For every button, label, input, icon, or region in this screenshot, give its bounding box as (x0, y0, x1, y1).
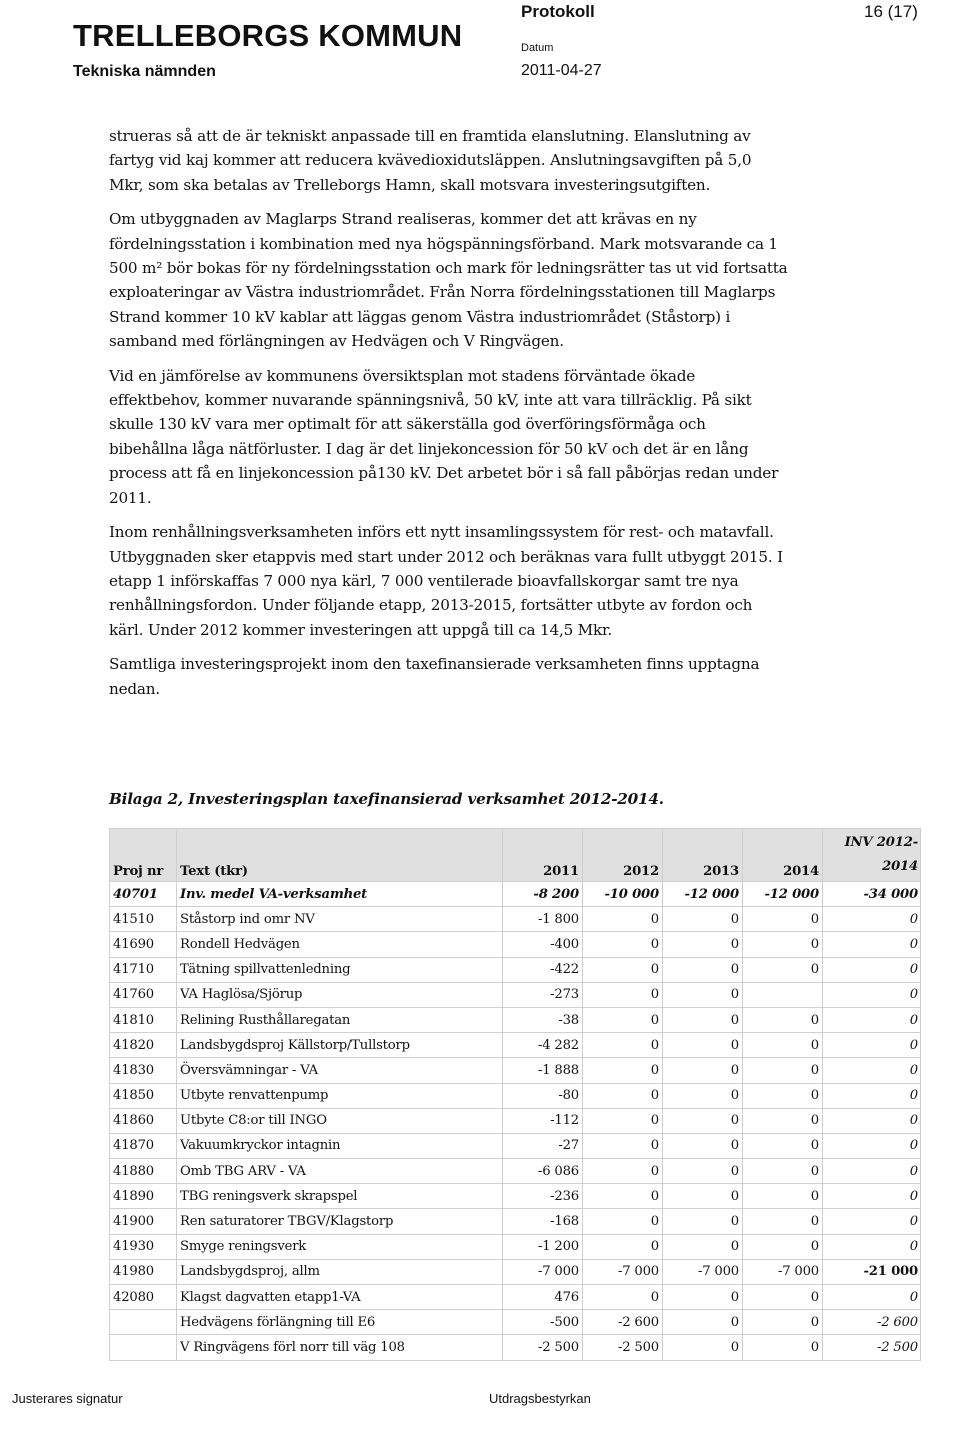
cell-proj: 41890 (110, 1184, 177, 1209)
cell-2011: -38 (503, 1007, 583, 1032)
cell-proj: 41900 (110, 1209, 177, 1234)
cell-proj (110, 1335, 177, 1360)
cell-2014: 0 (743, 1083, 823, 1108)
cell-total: 0 (823, 1133, 921, 1158)
cell-proj: 41820 (110, 1033, 177, 1058)
cell-2013: 0 (663, 1310, 743, 1335)
cell-2013: 0 (663, 1007, 743, 1032)
cell-total: 0 (823, 1159, 921, 1184)
body-text (109, 124, 789, 711)
cell-text: Smyge reningsverk (177, 1234, 503, 1259)
cell-2013: 0 (663, 982, 743, 1007)
signature-label: Justerares signatur (12, 1391, 123, 1406)
header-2014: 2014 (743, 829, 823, 882)
cell-2011: -7 000 (503, 1259, 583, 1284)
cell-text: Relining Rusthållaregatan (177, 1007, 503, 1032)
cell-proj: 42080 (110, 1285, 177, 1310)
cell-total: -2 500 (823, 1335, 921, 1360)
header-text: Text (tkr) (177, 829, 503, 882)
cell-2012: 0 (583, 982, 663, 1007)
paragraph: Om utbyggnaden av Maglarps Strand realiseras, kommer det att krävas en ny fördelningsstation i kombination med nya högspänningsförband. Mark motsvarande ca 1 500 m² bör bokas för ny fördelningsstation och mark för ledningsrätter tas ut vid fortsatta exploateringar av Västra industriområdet. Från Norra fördelningsstationen till Maglarps Strand kommer 10 kV kablar att läggas genom Västra industriområdet (Ståstorp) i samband med förlängningen av Hedvägen och V Ringvägen. (109, 210, 788, 351)
cell-2013: 0 (663, 907, 743, 932)
cell-total: 0 (823, 1007, 921, 1032)
investment-table (109, 828, 921, 1361)
cell-2013: 0 (663, 1133, 743, 1158)
cell-2013: 0 (663, 1159, 743, 1184)
cell-2011: -1 200 (503, 1234, 583, 1259)
cell-text: V Ringvägens förl norr till väg 108 (177, 1335, 503, 1360)
cell-2011: -273 (503, 982, 583, 1007)
cell-text: Klagst dagvatten etapp1-VA (177, 1285, 503, 1310)
cell-2011: -2 500 (503, 1335, 583, 1360)
cell-2014: 0 (743, 932, 823, 957)
cell-2011: -27 (503, 1133, 583, 1158)
cell-proj: 41810 (110, 1007, 177, 1032)
table-row (110, 932, 921, 957)
cell-2014: 0 (743, 1159, 823, 1184)
cell-2013: -12 000 (663, 882, 743, 907)
cell-2012: 0 (583, 957, 663, 982)
table-row (110, 1083, 921, 1108)
cell-2014: 0 (743, 1209, 823, 1234)
cell-2011: -1 888 (503, 1058, 583, 1083)
table-row (110, 1108, 921, 1133)
header-proj: Proj nr (110, 829, 177, 882)
cell-proj: 41870 (110, 1133, 177, 1158)
cell-2011: -6 086 (503, 1159, 583, 1184)
cell-2011: -112 (503, 1108, 583, 1133)
cell-proj: 41860 (110, 1108, 177, 1133)
page-number: 16 (17) (864, 2, 918, 21)
cell-2012: 0 (583, 1133, 663, 1158)
cell-2012: 0 (583, 932, 663, 957)
cell-total: 0 (823, 1184, 921, 1209)
cell-2014: 0 (743, 957, 823, 982)
cell-2013: 0 (663, 1058, 743, 1083)
cell-2012: 0 (583, 1058, 663, 1083)
cell-text: Utbyte C8:or till INGO (177, 1108, 503, 1133)
cell-2012: 0 (583, 1285, 663, 1310)
table-row (110, 957, 921, 982)
paragraph: Inom renhållningsverksamheten införs ett nytt insamlingssystem för rest- och matavfall. Utbyggnaden sker etappvis med start under 2012 och beräknas vara fullt utbyggt 2015. I etapp 1 införskaffas 7 000 nya kärl, 7 000 ventilerade bioavfallskorgar samt tre nya renhållningsfordon. Under följande etapp, 2013-2015, fortsätter utbyte av fordon och kärl. Under 2012 kommer investeringen att uppgå till ca 14,5 Mkr. (109, 523, 783, 639)
cell-2011: -500 (503, 1310, 583, 1335)
cell-total: 0 (823, 1209, 921, 1234)
cell-2011: -4 282 (503, 1033, 583, 1058)
cell-text: Landsbygdsproj, allm (177, 1259, 503, 1284)
header-total-line1: INV 2012- (844, 835, 918, 850)
cell-2012: -10 000 (583, 882, 663, 907)
cell-total: -21 000 (823, 1259, 921, 1284)
cell-2012: -2 500 (583, 1335, 663, 1360)
cell-text: Tätning spillvattenledning (177, 957, 503, 982)
cell-total: 0 (823, 1033, 921, 1058)
cell-2014: 0 (743, 1058, 823, 1083)
table-row (110, 882, 921, 907)
cell-text: TBG reningsverk skrapspel (177, 1184, 503, 1209)
cell-text: Landsbygdsproj Källstorp/Tullstorp (177, 1033, 503, 1058)
cell-2012: -2 600 (583, 1310, 663, 1335)
header-total-line2: 2014 (882, 859, 918, 874)
table-row (110, 907, 921, 932)
table-row (110, 1335, 921, 1360)
cell-2011: -168 (503, 1209, 583, 1234)
table-row (110, 1159, 921, 1184)
cell-2011: 476 (503, 1285, 583, 1310)
header-2011: 2011 (503, 829, 583, 882)
cell-total: 0 (823, 1058, 921, 1083)
cell-total: 0 (823, 907, 921, 932)
cell-2013: 0 (663, 1108, 743, 1133)
cell-2013: 0 (663, 1335, 743, 1360)
header-total (823, 829, 921, 882)
cell-2014: 0 (743, 1108, 823, 1133)
table-header-row (110, 829, 921, 882)
cell-2014: 0 (743, 1234, 823, 1259)
table-row (110, 1259, 921, 1284)
paragraph: Samtliga investeringsprojekt inom den taxefinansierade verksamheten finns upptagna nedan. (109, 655, 760, 698)
cell-2014: 0 (743, 1007, 823, 1032)
cell-2011: -236 (503, 1184, 583, 1209)
department-name: Tekniska nämnden (73, 63, 216, 80)
cell-2013: 0 (663, 1184, 743, 1209)
cell-text: Hedvägens förlängning till E6 (177, 1310, 503, 1335)
cell-2012: 0 (583, 1209, 663, 1234)
table-row (110, 982, 921, 1007)
cell-total: 0 (823, 932, 921, 957)
cell-2014: 0 (743, 1133, 823, 1158)
cell-2014: 0 (743, 1335, 823, 1360)
cell-proj: 41510 (110, 907, 177, 932)
cell-2012: 0 (583, 1184, 663, 1209)
cell-proj: 41930 (110, 1234, 177, 1259)
paragraph: Vid en jämförelse av kommunens översiktsplan mot stadens förväntade ökade effektbehov, kommer nuvarande spänningsnivå, 50 kV, inte att vara tillräcklig. På sikt skulle 130 kV vara mer optimalt för att säkerställa god överföringsförmåga och bibehållna låga nätförluster. I dag är det linjekoncession för 50 kV och det är en lång process att få en linjekoncession på130 kV. Det arbetet bör i så fall påbörjas redan under 2011. (109, 366, 779, 507)
cell-total: 0 (823, 1083, 921, 1108)
cell-2012: 0 (583, 907, 663, 932)
cell-2012: 0 (583, 1159, 663, 1184)
cell-2012: 0 (583, 1108, 663, 1133)
cell-2013: 0 (663, 1234, 743, 1259)
cell-proj: 41830 (110, 1058, 177, 1083)
document-type: Protokoll (521, 2, 595, 21)
cell-total: 0 (823, 1108, 921, 1133)
cell-proj: 41850 (110, 1083, 177, 1108)
cell-proj: 41690 (110, 932, 177, 957)
certifier-label: Utdragsbestyrkan (489, 1391, 591, 1406)
cell-proj: 41710 (110, 957, 177, 982)
cell-proj: 41880 (110, 1159, 177, 1184)
table-row (110, 1133, 921, 1158)
cell-2013: 0 (663, 1285, 743, 1310)
paragraph: strueras så att de är tekniskt anpassade till en framtida elanslutning. Elanslutning av fartyg vid kaj kommer att reducera kvävedioxidutsläppen. Anslutningsavgiften på 5,0 Mkr, som ska betalas av Trelleborgs Hamn, skall motsvara investeringsutgiften. (109, 127, 752, 194)
header-2012: 2012 (583, 829, 663, 882)
cell-2014: -12 000 (743, 882, 823, 907)
cell-2014 (743, 982, 823, 1007)
cell-proj: 41980 (110, 1259, 177, 1284)
table-row (110, 1310, 921, 1335)
table-body (110, 882, 921, 1361)
cell-2011: -80 (503, 1083, 583, 1108)
cell-text: Inv. medel VA-verksamhet (177, 882, 503, 907)
cell-2014: 0 (743, 907, 823, 932)
cell-2013: 0 (663, 1209, 743, 1234)
cell-2012: -7 000 (583, 1259, 663, 1284)
cell-2011: -1 800 (503, 907, 583, 932)
cell-total: -2 600 (823, 1310, 921, 1335)
cell-text: Ren saturatorer TBGV/Klagstorp (177, 1209, 503, 1234)
cell-2014: 0 (743, 1285, 823, 1310)
cell-text: Omb TBG ARV - VA (177, 1159, 503, 1184)
cell-text: Rondell Hedvägen (177, 932, 503, 957)
header-2013: 2013 (663, 829, 743, 882)
cell-proj (110, 1310, 177, 1335)
table-row (110, 1007, 921, 1032)
table-row (110, 1058, 921, 1083)
cell-total: 0 (823, 1234, 921, 1259)
cell-proj: 40701 (110, 882, 177, 907)
cell-2012: 0 (583, 1083, 663, 1108)
table-row (110, 1285, 921, 1310)
document-date: 2011-04-27 (521, 62, 602, 79)
cell-2014: -7 000 (743, 1259, 823, 1284)
cell-total: 0 (823, 957, 921, 982)
organization-name: TRELLEBORGS KOMMUN (73, 18, 463, 53)
cell-text: Vakuumkryckor intagnin (177, 1133, 503, 1158)
annex-heading: Bilaga 2, Investeringsplan taxefinansierad verksamhet 2012-2014. (109, 790, 664, 808)
cell-2012: 0 (583, 1007, 663, 1032)
table-row (110, 1234, 921, 1259)
cell-2011: -8 200 (503, 882, 583, 907)
table-row (110, 1209, 921, 1234)
date-label: Datum (521, 42, 554, 54)
cell-2013: 0 (663, 1033, 743, 1058)
cell-total: -34 000 (823, 882, 921, 907)
cell-2013: 0 (663, 1083, 743, 1108)
cell-2011: -400 (503, 932, 583, 957)
cell-2014: 0 (743, 1310, 823, 1335)
cell-2012: 0 (583, 1033, 663, 1058)
cell-2012: 0 (583, 1234, 663, 1259)
table-row (110, 1184, 921, 1209)
cell-total: 0 (823, 982, 921, 1007)
cell-2014: 0 (743, 1184, 823, 1209)
cell-2014: 0 (743, 1033, 823, 1058)
cell-proj: 41760 (110, 982, 177, 1007)
cell-text: VA Haglösa/Sjörup (177, 982, 503, 1007)
cell-total: 0 (823, 1285, 921, 1310)
cell-text: Utbyte renvattenpump (177, 1083, 503, 1108)
cell-2013: 0 (663, 957, 743, 982)
cell-2011: -422 (503, 957, 583, 982)
cell-2013: -7 000 (663, 1259, 743, 1284)
cell-text: Översvämningar - VA (177, 1058, 503, 1083)
cell-text: Ståstorp ind omr NV (177, 907, 503, 932)
table-row (110, 1033, 921, 1058)
cell-2013: 0 (663, 932, 743, 957)
